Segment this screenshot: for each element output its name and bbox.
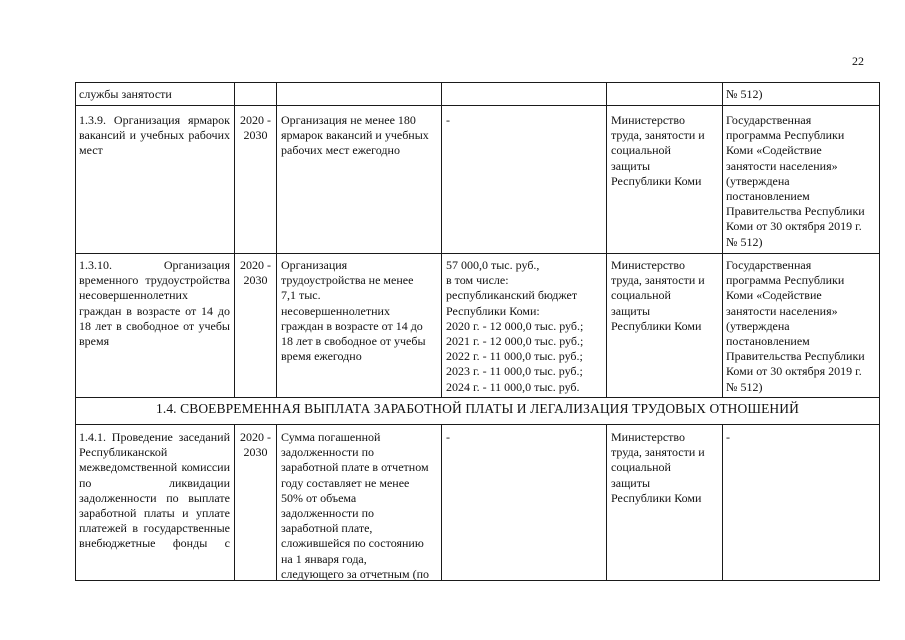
cell-indicator: Организация не менее 180 ярмарок вакансий и учебных рабочих мест ежегодно — [281, 113, 429, 158]
cell-event-name: 1.4.1. Проведение заседаний Республиканской межведомственной комиссии по ликвидации задолженности по выплате заработной платы и уплате платежей в государственные внебюджетные фонды с — [79, 430, 230, 551]
cell-program: Государственная программа Республики Коми «Содействие занятости населения» (утверждена постановлением Правительства Республики Коми от 30 октября 2019 г. № 512) — [726, 113, 865, 249]
column-divider — [606, 424, 607, 581]
cell-program: № 512) — [726, 87, 763, 101]
cell-funding: - — [446, 430, 450, 444]
row-divider — [75, 253, 880, 254]
column-divider — [722, 82, 723, 397]
page-number: 22 — [852, 54, 864, 68]
row-divider — [75, 397, 880, 398]
cell-program: Государственная программа Республики Коми «Содействие занятости населения» (утверждена постановлением Правительства Республики Коми от 30 октября 2019 г. № 512) — [726, 258, 865, 394]
cell-program: - — [726, 430, 730, 444]
cell-indicator: Сумма погашенной задолженности по заработной плате в отчетном году составляет не менее 50% от объема задолженности по заработной плате, сложившейся по состоянию на 1 января года, следующего за отчетным (по — [281, 430, 429, 580]
column-divider — [276, 424, 277, 581]
cell-funding: 57 000,0 тыс. руб., в том числе: республиканский бюджет Республики Коми: 2020 г. - 12 000,0 тыс. руб.; 2021 г. - 12 000,0 тыс. руб.; 2022 г. - 11 000,0 тыс. руб.; 2023 г. - 11 000,0 тыс. руб.; 2024 г. - 11 000,0 тыс. руб. — [446, 258, 584, 394]
cell-period: 2020 - 2030 — [240, 113, 271, 143]
column-divider — [722, 424, 723, 581]
cell-event-name: 1.3.10. Организация временного трудоустройства несовершеннолетних граждан в возрасте от 14 до 18 лет в свободное от учебы время — [79, 258, 230, 349]
cell-event-name: службы занятости — [79, 87, 172, 101]
column-divider — [606, 82, 607, 397]
column-divider — [441, 424, 442, 581]
cell-responsible: Министерство труда, занятости и социальной защиты Республики Коми — [611, 258, 705, 333]
table-border-right — [879, 82, 880, 581]
cell-responsible: Министерство труда, занятости и социальной защиты Республики Коми — [611, 113, 705, 188]
cell-event-name: 1.3.9. Организация ярмарок вакансий и учебных рабочих мест — [79, 113, 230, 158]
cell-responsible: Министерство труда, занятости и социальной защиты Республики Коми — [611, 430, 705, 505]
row-divider — [75, 424, 880, 425]
cell-indicator: Организация трудоустройства не менее 7,1 тыс. несовершеннолетних граждан в возрасте от 14 до 18 лет в свободное от учебы время ежегодно — [281, 258, 426, 364]
table-border-bottom — [75, 580, 880, 581]
cell-period: 2020 - 2030 — [240, 258, 271, 288]
table-border-top — [75, 82, 880, 83]
cell-funding: - — [446, 113, 450, 127]
column-divider — [276, 82, 277, 397]
row-divider — [75, 105, 880, 106]
cell-period: 2020 - 2030 — [240, 430, 271, 460]
table-border-left — [75, 82, 76, 581]
column-divider — [441, 82, 442, 397]
section-heading: 1.4. СВОЕВРЕМЕННАЯ ВЫПЛАТА ЗАРАБОТНОЙ ПЛАТЫ И ЛЕГАЛИЗАЦИЯ ТРУДОВЫХ ОТНОШЕНИЙ — [156, 401, 799, 416]
